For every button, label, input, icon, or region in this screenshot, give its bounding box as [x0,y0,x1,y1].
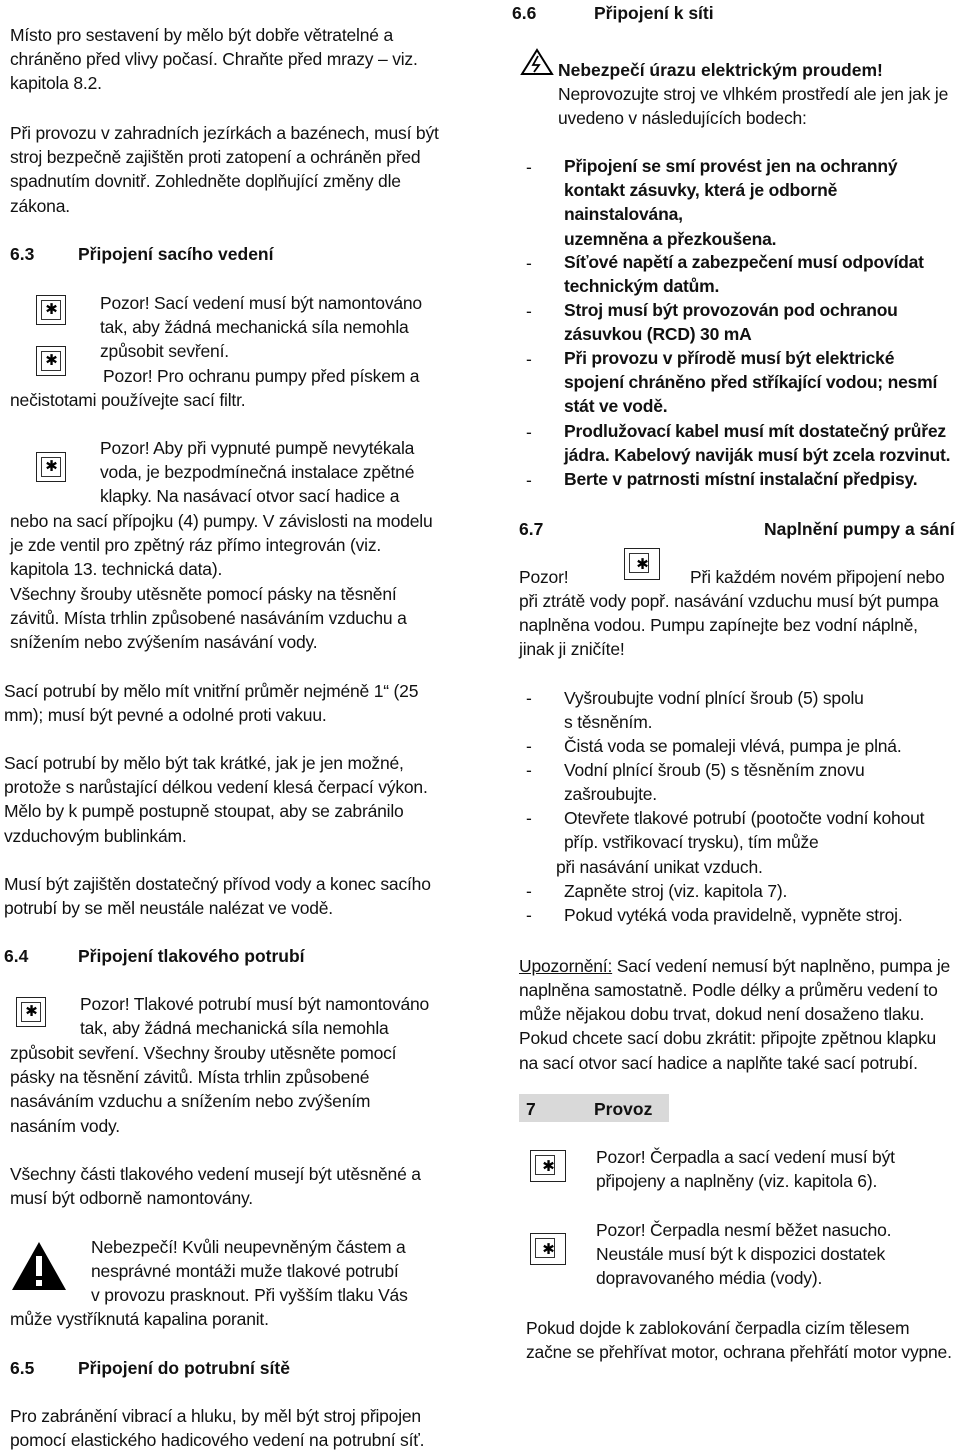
text-line: Čistá voda se pomaleji vlévá, pumpa je plná. [564,736,902,756]
caution-icon: ✱ [530,1233,566,1265]
caution-icon: ✱ [16,997,46,1027]
list-item [564,758,865,806]
text-line: s těsněním. [564,712,653,733]
heading-7-number: 7 [526,1099,536,1119]
caution-icon: ✱ [624,548,660,580]
heading-6-3-title: Připojení sacího vedení [78,244,274,264]
text-line: naplněna samostatně. Podle délky a průměru vedení to [519,980,938,1000]
para-vibration [10,1404,424,1452]
list-item [564,154,897,251]
text-line: Vodní plnící šroub (5) s těsněním znovu [564,760,865,780]
list-item-cont: při nasávání unikat vzduch. [556,857,763,877]
list-item [564,806,924,854]
warning-danger-burst-cont: může vystříknutá kapalina poranit. [10,1309,269,1329]
text-line: tak, aby žádná mechanická síla nemohla [80,1018,389,1039]
text-line: snížením nebo zvýšením nasávání vody. [10,632,318,653]
warning-pressure-line [80,992,429,1040]
list-dash: - [526,470,532,490]
text-line: mm); musí být pevné a odolné proti vakuu. [4,705,327,726]
text-line: Pozor! Aby při vypnuté pumpě nevytékala [100,438,415,458]
text-line: nainstalována, [564,204,683,225]
para-diameter [4,679,418,727]
text-line: stroj bezpečně zajištěn proti zatopení a ochráněn před [10,147,421,168]
heading-6-5-title: Připojení do potrubní sítě [78,1358,290,1378]
text-line: nebo na sací přípojku (4) pumpy. V závislosti na modelu [10,511,433,531]
list-dash: - [526,301,532,321]
warning-check-valve-cont [10,509,433,654]
text-line: příp. vstřikovací trysku), tím může [564,832,819,853]
text-line: nesprávné montáži muže tlakové potrubí [91,1261,399,1282]
list-item [564,879,787,903]
para-blockage [526,1316,952,1364]
text-line: Síťové napětí a zabezpečení musí odpovídat [564,252,924,272]
text-line: uzemněna a přezkoušena. [564,228,777,249]
list-dash: - [526,736,532,756]
note-text [519,978,938,1075]
text-line: Pozor! Čerpadla a sací vedení musí být [596,1147,895,1167]
para-water-supply [4,872,431,920]
text-line: Neprovozujte stroj ve vlhkém prostředí ale jen jak je [558,84,949,104]
list-item [564,346,937,419]
text-line: Připojení se smí provést jen na ochranný [564,156,898,176]
text-line: spadnutím dovnitř. Zohledněte doplňující změny dle [10,171,401,192]
text-line: potrubí by se měl neustále nalézat ve vodě. [4,898,333,919]
text-line: připojeny a naplněny (viz. kapitola 6). [596,1171,878,1192]
list-item [564,419,950,467]
electric-hazard-icon [520,48,554,76]
text-line: Zapněte stroj (viz. kapitola 7). [564,881,788,901]
note-label: Upozornění: [519,956,613,976]
list-item [564,250,924,298]
text-line: voda, je bezpodmínečná instalace zpětné [100,462,415,483]
text-line: Při provozu v přírodě musí být elektrické [564,348,895,368]
list-dash: - [526,157,532,177]
heading-7-title: Provoz [594,1099,653,1119]
text-line: Pokud dojde k zablokování čerpadla cizím tělesem [526,1318,910,1338]
list-dash: - [526,349,532,369]
text-line: Vyšroubujte vodní plnící šroub (5) spolu [564,688,864,708]
text-line: Při provozu v zahradních jezírkách a bazénech, musí být [10,123,439,143]
text-line: technickým datům. [564,276,720,297]
heading-6-7-title: Naplnění pumpy a sání [764,519,955,539]
text-line: zákona. [10,195,70,216]
text-line: stát ve vodě. [564,396,668,417]
heading-6-6-title: Připojení k síti [594,3,714,23]
warning-pumps-connected [596,1145,895,1193]
text-line: způsobit sevření. Všechny šrouby utěsněte pomocí [10,1043,397,1063]
text-line: Nebezpečí! Kvůli neupevněným částem a [91,1237,406,1257]
text-line: začne se přehřívat motor, ochrana přehřátí motor vypne. [526,1342,952,1363]
text-line: je zde ventil pro zpětný ráz přímo integrován (viz. [10,535,382,556]
list-item [564,298,898,346]
heading-6-5-number: 6.5 [10,1358,35,1378]
danger-electric-title: Nebezpečí úrazu elektrickým proudem! [558,60,883,80]
note-first-line [519,954,950,978]
warning-filter-line2: nečistotami používejte sací filtr. [10,390,246,410]
danger-triangle-icon [10,1240,68,1292]
text-line: Prodlužovací kabel musí mít dostatečný průřez [564,421,946,441]
caution-icon: ✱ [36,452,66,482]
text-line: Mělo by k pumpě postupně stoupat, aby se zabránilo [4,801,404,822]
text-line: kontakt zásuvky, která je odborně [564,180,838,201]
note-first-text: Sací vedení nemusí být naplněno, pumpa je [612,956,951,976]
text-line: spojení chráněno před stříkající vodou; nesmí [564,372,938,393]
text-line: jinak ji zničíte! [519,639,625,660]
text-line: na sací otvor sací hadice a naplňte také sací potrubí. [519,1052,918,1073]
text-line: nasáváním vzduchu a snížením nebo zvýšením [10,1091,371,1112]
text-line: Pozor! Čerpadla nesmí běžet nasucho. [596,1220,892,1240]
text-line: Neustále musí být k dispozici dostatek [596,1244,886,1265]
warning-check-valve [100,436,414,509]
heading-6-6-number: 6.6 [512,3,537,23]
warning-suction-line [100,291,422,364]
text-line: pásky na těsnění závitů. Místa trhlin způsobené [10,1067,370,1088]
text-line: Pro zabránění vibrací a hluku, by měl být stroj připojen [10,1406,421,1426]
text-line: při ztrátě vody popř. nasávání vzduchu musí být pumpa [519,591,939,611]
list-dash: - [526,808,532,828]
text-line: Musí být zajištěn dostatečný přívod vody a konec sacího [4,874,431,894]
list-dash: - [526,422,532,442]
text-line: Stroj musí být provozován pod ochranou [564,300,898,320]
warning-dry-run [596,1218,891,1291]
text-line: musí být odborně namontovány. [10,1188,253,1209]
warning-pressure-line-cont [10,1041,396,1138]
text-line: dopravovaného média (vody). [596,1268,823,1289]
text-line: protože s narůstající délkou vedení klesá čerpací výkon. [4,777,428,798]
caution-icon: ✱ [36,295,66,325]
list-dash: - [526,760,532,780]
warning-fill-text [519,589,938,662]
text-line: kapitola 13. technická data). [10,559,223,580]
warning-filter-line1: Pozor! Pro ochranu pumpy před pískem a [103,366,420,386]
text-line: v provozu prasknout. Při vyšším tlaku Vás [91,1285,408,1306]
text-line: Pokud vytéká voda pravidelně, vypněte stroj. [564,905,903,925]
text-line: naplněna vodou. Pumpu zapínejte bez vodní náplně, [519,615,918,636]
para-pressure-parts [10,1162,421,1210]
para-placement [10,23,418,96]
danger-electric-text [558,82,948,130]
text-line: Berte v patrnosti místní instalační předpisy. [564,469,918,489]
text-line: Sací potrubí by mělo mít vnitřní průměr nejméně 1“ (25 [4,681,419,701]
text-line: klapky. Na nasávací otvor sací hadice a [100,486,400,507]
text-line: zašroubujte. [564,784,657,805]
list-dash: - [526,881,532,901]
text-line: zásuvkou (RCD) 30 mA [564,324,752,345]
text-line: vzduchovým bublinkám. [4,825,187,846]
list-item [564,903,902,927]
text-line: Otevřete tlakové potrubí (pootočte vodní kohout [564,808,925,828]
text-line: Pozor! Tlakové potrubí musí být namontováno [80,994,430,1014]
list-dash: - [526,253,532,273]
heading-6-4-number: 6.4 [4,946,29,966]
para-ponds [10,121,439,218]
list-dash: - [526,905,532,925]
caution-icon: ✱ [530,1150,566,1182]
text-line: Všechny části tlakového vedení musejí být utěsněné a [10,1164,421,1184]
text-line: kapitola 8.2. [10,73,102,94]
list-dash: - [526,688,532,708]
list-item [564,686,864,734]
warning-danger-burst [91,1235,408,1308]
text-line: uvedeno v následujících bodech: [558,108,807,129]
list-item [564,467,917,491]
text-line: způsobit sevření. [100,341,229,362]
text-line: může nějakou dobu trvat, dokud není dosaženo tlaku. [519,1004,925,1025]
text-line: pomocí elastického hadicového vedení na potrubní síť. [10,1430,425,1451]
text-line: Pokud chcete sací dobu zkrátit: připojte zpětnou klapku [519,1028,937,1049]
text-line: jádra. Kabelový naviják musí být zcela rozvinut. [564,445,951,466]
heading-6-3-number: 6.3 [10,244,35,264]
text-line: tak, aby žádná mechanická síla nemohla [100,317,409,338]
para-short-line [4,751,428,848]
text-line: Sací potrubí by mělo být tak krátké, jak je jen možné, [4,753,404,773]
heading-6-4-title: Připojení tlakového potrubí [78,946,305,966]
text-line: Místo pro sestavení by mělo být dobře větratelné a [10,25,393,45]
text-line: nasáním vody. [10,1115,120,1136]
text-line: Pozor! Sací vedení musí být namontováno [100,293,422,313]
text-line: chráněno před vlivy počasí. Chraňte před mrazy – viz. [10,49,418,70]
text-line: Všechny šrouby utěsněte pomocí pásky na těsnění [10,583,397,604]
heading-6-7-number: 6.7 [519,519,544,539]
warning-fill-line1: Při každém novém připojení nebo [690,567,945,587]
list-item [564,734,902,758]
warning-fill-pozor: Pozor! [519,567,569,587]
text-line: závitů. Místa trhlin způsobené nasáváním vzduchu a [10,607,407,628]
caution-icon: ✱ [36,346,66,376]
